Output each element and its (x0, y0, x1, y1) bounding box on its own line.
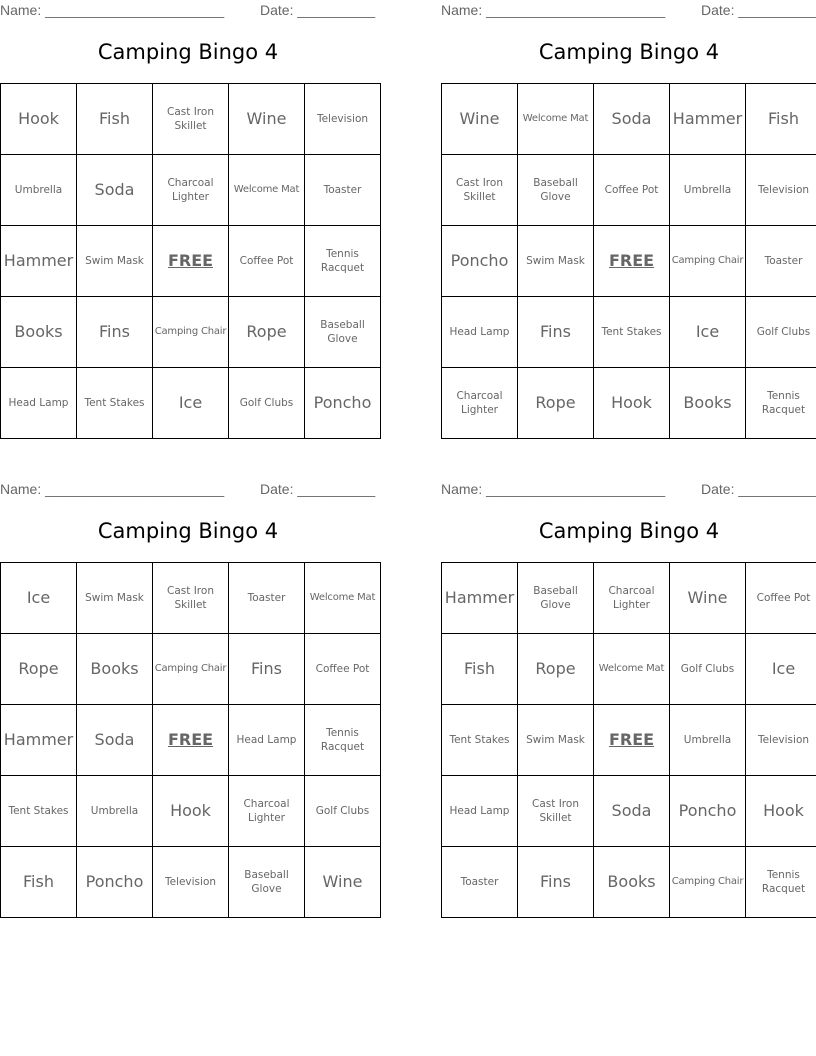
free-space: FREE (153, 705, 229, 776)
bingo-cell: Ice (153, 368, 229, 439)
bingo-cell: Hook (1, 84, 77, 155)
bingo-cell: Welcome Mat (229, 155, 305, 226)
grid-row (442, 368, 816, 439)
bingo-cell: Wine (670, 563, 746, 634)
grid-row (442, 563, 816, 634)
bingo-cell: Fish (1, 847, 77, 918)
bingo-cell: Ice (670, 297, 746, 368)
bingo-cell: Tennis Racquet (305, 226, 381, 297)
bingo-cell: Welcome Mat (305, 563, 381, 634)
bingo-cell: Hook (594, 368, 670, 439)
bingo-cell: Swim Mask (77, 563, 153, 634)
bingo-grid (0, 562, 381, 918)
bingo-cell: Tent Stakes (77, 368, 153, 439)
bingo-cell: Welcome Mat (518, 84, 594, 155)
card-title: Camping Bingo 4 (97, 40, 279, 64)
bingo-cell: Television (746, 705, 816, 776)
bingo-cell: Cast Iron Skillet (442, 155, 518, 226)
bingo-cell: Toaster (746, 226, 816, 297)
name-field-label: Name: _______________________ (441, 2, 666, 18)
bingo-cell: Golf Clubs (305, 776, 381, 847)
grid-row (442, 155, 816, 226)
grid-row (442, 776, 816, 847)
bingo-cell: Toaster (442, 847, 518, 918)
bingo-cell: Television (305, 84, 381, 155)
bingo-cell: Tent Stakes (594, 297, 670, 368)
grid-row (442, 226, 816, 297)
bingo-cell: Camping Chair (670, 226, 746, 297)
bingo-cell: Poncho (77, 847, 153, 918)
bingo-cell: Fish (442, 634, 518, 705)
bingo-cell: Head Lamp (229, 705, 305, 776)
bingo-cell: Coffee Pot (746, 563, 816, 634)
bingo-cell: Rope (1, 634, 77, 705)
name-field-label: Name: _______________________ (0, 2, 225, 18)
card-header-fields (441, 0, 816, 22)
bingo-cell: Baseball Glove (518, 155, 594, 226)
date-field-label: Date: __________ (701, 2, 816, 18)
bingo-cell: Poncho (442, 226, 518, 297)
bingo-cell: Hook (153, 776, 229, 847)
bingo-cell: Coffee Pot (594, 155, 670, 226)
bingo-cell: Fins (77, 297, 153, 368)
card-header-fields (0, 479, 376, 501)
grid-row (1, 776, 381, 847)
bingo-cell: Fins (518, 297, 594, 368)
bingo-cell: Head Lamp (442, 776, 518, 847)
bingo-cell: Tennis Racquet (746, 368, 816, 439)
grid-row (1, 705, 381, 776)
bingo-cell: Books (594, 847, 670, 918)
bingo-cell: Wine (305, 847, 381, 918)
bingo-cell: Fish (746, 84, 816, 155)
bingo-cell: Fins (518, 847, 594, 918)
bingo-cell: Umbrella (670, 705, 746, 776)
bingo-cell: Charcoal Lighter (442, 368, 518, 439)
card-header-fields (441, 479, 816, 501)
grid-row (442, 705, 816, 776)
bingo-cell: Tennis Racquet (305, 705, 381, 776)
bingo-cell: Baseball Glove (305, 297, 381, 368)
bingo-cell: Swim Mask (77, 226, 153, 297)
card-header-fields (0, 0, 376, 22)
bingo-cell: Toaster (305, 155, 381, 226)
bingo-cell: Ice (1, 563, 77, 634)
bingo-cell: Head Lamp (442, 297, 518, 368)
bingo-cell: Fins (229, 634, 305, 705)
bingo-cell: Poncho (670, 776, 746, 847)
grid-row (442, 297, 816, 368)
bingo-cell: Soda (594, 84, 670, 155)
bingo-cell: Swim Mask (518, 705, 594, 776)
grid-row (1, 634, 381, 705)
bingo-cell: Golf Clubs (229, 368, 305, 439)
grid-row (1, 226, 381, 297)
bingo-cell: Tennis Racquet (746, 847, 816, 918)
bingo-cell: Television (746, 155, 816, 226)
bingo-cell: Hammer (442, 563, 518, 634)
bingo-cell: Head Lamp (1, 368, 77, 439)
bingo-cell: Coffee Pot (305, 634, 381, 705)
bingo-cell: Umbrella (1, 155, 77, 226)
bingo-cell: Ice (746, 634, 816, 705)
bingo-grid (441, 83, 816, 439)
grid-row (1, 297, 381, 368)
bingo-cell: Wine (229, 84, 305, 155)
bingo-cell: Cast Iron Skillet (153, 563, 229, 634)
bingo-cell: Charcoal Lighter (153, 155, 229, 226)
bingo-cell: Camping Chair (670, 847, 746, 918)
bingo-cell: Umbrella (77, 776, 153, 847)
bingo-cell: Swim Mask (518, 226, 594, 297)
bingo-cell: Soda (77, 155, 153, 226)
grid-row (1, 84, 381, 155)
bingo-cell: Rope (518, 634, 594, 705)
bingo-cell: Charcoal Lighter (229, 776, 305, 847)
bingo-cell: Cast Iron Skillet (153, 84, 229, 155)
date-field-label: Date: __________ (701, 481, 816, 497)
grid-row (1, 847, 381, 918)
bingo-cell: Soda (77, 705, 153, 776)
bingo-cell: Soda (594, 776, 670, 847)
name-field-label: Name: _______________________ (441, 481, 666, 497)
bingo-cell: Wine (442, 84, 518, 155)
free-space: FREE (594, 226, 670, 297)
bingo-cell: Hammer (670, 84, 746, 155)
bingo-cell: Books (670, 368, 746, 439)
bingo-cell: Coffee Pot (229, 226, 305, 297)
grid-row (1, 155, 381, 226)
name-field-label: Name: _______________________ (0, 481, 225, 497)
grid-row (1, 368, 381, 439)
bingo-cell: Television (153, 847, 229, 918)
bingo-cell: Baseball Glove (229, 847, 305, 918)
grid-row (442, 634, 816, 705)
card-title: Camping Bingo 4 (538, 40, 720, 64)
bingo-cell: Fish (77, 84, 153, 155)
grid-row (1, 563, 381, 634)
bingo-cell: Tent Stakes (1, 776, 77, 847)
bingo-cell: Books (77, 634, 153, 705)
bingo-grid (0, 83, 381, 439)
bingo-cell: Cast Iron Skillet (518, 776, 594, 847)
grid-row (442, 847, 816, 918)
bingo-grid (441, 562, 816, 918)
bingo-cell: Charcoal Lighter (594, 563, 670, 634)
card-title: Camping Bingo 4 (97, 519, 279, 543)
bingo-cell: Hammer (1, 226, 77, 297)
card-title: Camping Bingo 4 (538, 519, 720, 543)
bingo-cell: Tent Stakes (442, 705, 518, 776)
free-space: FREE (153, 226, 229, 297)
date-field-label: Date: __________ (260, 481, 376, 497)
bingo-cell: Hook (746, 776, 816, 847)
bingo-cell: Golf Clubs (670, 634, 746, 705)
bingo-cell: Welcome Mat (594, 634, 670, 705)
bingo-cell: Poncho (305, 368, 381, 439)
bingo-cell: Golf Clubs (746, 297, 816, 368)
bingo-cell: Toaster (229, 563, 305, 634)
bingo-cell: Hammer (1, 705, 77, 776)
bingo-cell: Camping Chair (153, 297, 229, 368)
bingo-cell: Books (1, 297, 77, 368)
bingo-cell: Baseball Glove (518, 563, 594, 634)
grid-row (442, 84, 816, 155)
bingo-cell: Rope (518, 368, 594, 439)
bingo-cell: Rope (229, 297, 305, 368)
bingo-cell: Camping Chair (153, 634, 229, 705)
date-field-label: Date: __________ (260, 2, 376, 18)
bingo-cell: Umbrella (670, 155, 746, 226)
free-space: FREE (594, 705, 670, 776)
